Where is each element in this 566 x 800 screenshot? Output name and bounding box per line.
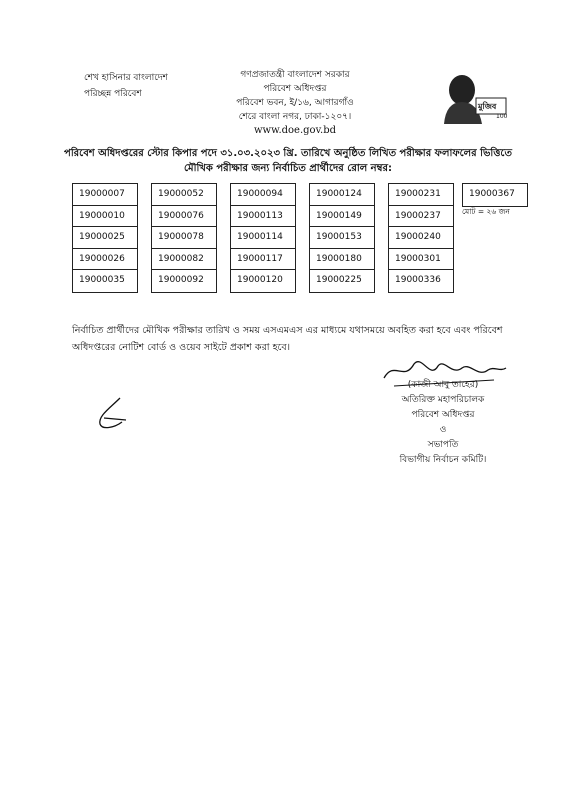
government-name: গণপ্রজাতন্ত্রী বাংলাদেশ সরকার [240,70,350,80]
slogan-line2: পরিচ্ছন্ন পরিবেশ [84,89,142,99]
roll-number-cell: 19000301 [389,249,453,271]
title-line1: পরিবেশ অধিদপ্তরের স্টোর কিপার পদে ৩১.০৩.২০২৩ খ্রি. তারিখে অনুষ্ঠিত লিখিত পরীক্ষার ফলাফলের ভিত্তিতে [64,148,512,159]
roll-number-cell: 19000010 [73,206,137,228]
roll-column [72,183,138,293]
roll-number-cell: 19000114 [231,227,295,249]
logo-text: মুজিব [478,102,497,111]
signatory-conjunction: ও [439,425,447,435]
initial-signature [92,394,132,434]
title-line2: মৌখিক পরীক্ষার জন্য নির্বাচিত প্রার্থীদের রোল নম্বর: [183,163,393,174]
notice-text: নির্বাচিত প্রার্থীদের মৌখিক পরীক্ষার তারিখ ও সময় এসএমএস এর মাধ্যমে যথাসময়ে অবহিত করা হবে এবং পরিবেশ অধিদপ্তরের নোটিশ বোর্ড ও ওয়েব সাইটে প্রকাশ করা হবে। [72,325,503,353]
logo-number: 100 [496,113,508,120]
office-header [210,68,380,138]
signatory-designation: অতিরিক্ত মহাপরিচালক [401,395,485,405]
roll-column [309,183,375,293]
roll-number-cell: 19000076 [152,206,216,228]
roll-number-cell: 19000120 [237,275,283,285]
roll-number-cell: 19000124 [310,184,374,206]
roll-number-cell: 19000149 [310,206,374,228]
roll-column [462,183,528,207]
roll-number-cell: 19000094 [231,184,295,206]
roll-number-cell: 19000237 [389,206,453,228]
roll-number-cell: 19000078 [152,227,216,249]
department-name: পরিবেশ অধিদপ্তর [263,84,327,94]
roll-number-cell: 19000180 [310,249,374,271]
signatory-name: (কাজী আবু তাহের) [407,380,479,390]
roll-number-cell: 19000336 [395,275,441,285]
address-line1: পরিবেশ ভবন, ই/১৬, আগারগাঁও [236,98,354,108]
roll-number-cell: 19000082 [152,249,216,271]
roll-number-cell: 19000225 [316,275,362,285]
roll-number-cell: 19000035 [79,275,125,285]
roll-column [151,183,217,293]
roll-number-cell: 19000153 [310,227,374,249]
total-count: মোট = ২৬ জন [462,207,510,216]
roll-number-cell: 19000052 [152,184,216,206]
mujib-100-logo [436,72,508,124]
roll-number-cell: 19000007 [73,184,137,206]
roll-number-cell: 19000240 [389,227,453,249]
roll-number-cell: 19000117 [231,249,295,271]
signatory-office: পরিবেশ অধিদপ্তর [411,410,475,420]
signatory-role: সভাপতি [427,440,459,450]
roll-number-cell: 19000092 [158,275,204,285]
website-link[interactable]: www.doe.gov.bd [253,125,337,136]
roll-number-cell: 19000025 [73,227,137,249]
signatory-block [388,378,498,468]
roll-number-cell: 19000113 [231,206,295,228]
slogan-line1: শেখ হাসিনার বাংলাদেশ [84,73,168,83]
roll-number-cell: 19000367 [469,189,515,199]
notice-title [50,146,526,176]
roll-column [230,183,296,293]
address-line2: শেরে বাংলা নগর, ঢাকা-১২০৭। [238,112,352,122]
roll-number-cell: 19000231 [389,184,453,206]
roll-number-cell: 19000026 [73,249,137,271]
signatory-committee: বিভাগীয় নির্বাচন কমিটি। [399,455,487,465]
left-header [84,70,168,102]
roll-column [388,183,454,293]
